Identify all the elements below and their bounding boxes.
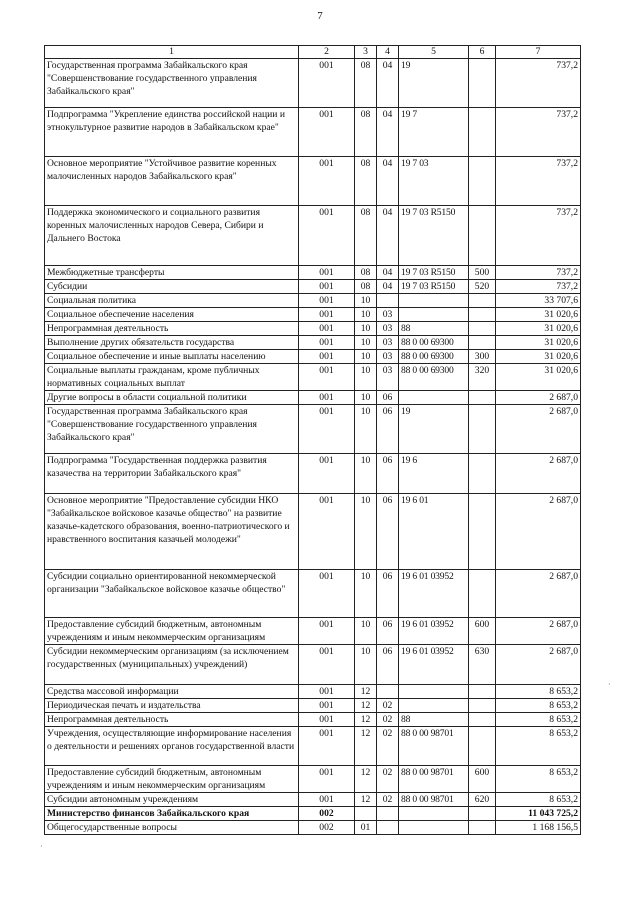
row-name: Субсидии: [45, 280, 299, 294]
row-target-article: 88 0 00 98701: [399, 793, 469, 807]
row-amount: 31 020,6: [496, 336, 581, 350]
header-col-2: 2: [299, 46, 355, 59]
row-section: 12: [355, 727, 377, 766]
table-row: [45, 405, 581, 454]
header-col-6: 6: [469, 46, 496, 59]
row-amount: 2 687,0: [496, 454, 581, 494]
row-grbs: 001: [299, 405, 355, 454]
row-name: Министерство финансов Забайкальского края: [45, 807, 299, 821]
row-expense-type: [469, 157, 496, 206]
row-subsection: 03: [377, 308, 399, 322]
row-subsection: [377, 807, 399, 821]
row-grbs: 001: [299, 157, 355, 206]
row-target-article: 19: [399, 405, 469, 454]
table-header: [45, 46, 581, 59]
table-row: [45, 108, 581, 157]
table-row: [45, 266, 581, 280]
row-section: 10: [355, 570, 377, 618]
row-subsection: 06: [377, 494, 399, 570]
header-col-5: 5: [399, 46, 469, 59]
row-section: 10: [355, 405, 377, 454]
scan-mark: ·: [608, 680, 611, 689]
row-target-article: 88 0 00 69300: [399, 364, 469, 391]
row-name: Государственная программа Забайкальского края "Совершенствование государственного управления Забайкальского края": [45, 405, 299, 454]
row-section: 10: [355, 350, 377, 364]
row-section: 10: [355, 391, 377, 405]
row-section: 12: [355, 793, 377, 807]
header-col-4: 4: [377, 46, 399, 59]
row-amount: 31 020,6: [496, 364, 581, 391]
row-amount: 2 687,0: [496, 494, 581, 570]
row-section: 10: [355, 454, 377, 494]
budget-table: [44, 45, 581, 835]
row-amount: 2 687,0: [496, 570, 581, 618]
row-section: [355, 807, 377, 821]
row-target-article: 19 7 03 R5150: [399, 280, 469, 294]
row-target-article: [399, 294, 469, 308]
row-amount: 8 653,2: [496, 699, 581, 713]
table-row: [45, 821, 581, 835]
row-section: 12: [355, 766, 377, 793]
row-grbs: 001: [299, 618, 355, 645]
header-col-3: 3: [355, 46, 377, 59]
row-expense-type: [469, 727, 496, 766]
row-expense-type: [469, 59, 496, 108]
row-expense-type: [469, 294, 496, 308]
row-expense-type: 520: [469, 280, 496, 294]
table-body: [45, 59, 581, 835]
row-expense-type: [469, 405, 496, 454]
row-subsection: 02: [377, 727, 399, 766]
row-name: Социальные выплаты гражданам, кроме публичных нормативных социальных выплат: [45, 364, 299, 391]
row-grbs: 001: [299, 322, 355, 336]
row-amount: 8 653,2: [496, 793, 581, 807]
row-target-article: 88 0 00 98701: [399, 727, 469, 766]
row-amount: 31 020,6: [496, 322, 581, 336]
row-subsection: [377, 685, 399, 699]
row-target-article: 19 7 03 R5150: [399, 206, 469, 266]
row-target-article: 19 6 01 03952: [399, 645, 469, 685]
row-subsection: 04: [377, 280, 399, 294]
row-section: 08: [355, 206, 377, 266]
table-row: [45, 336, 581, 350]
row-target-article: 19 6 01: [399, 494, 469, 570]
table-row: [45, 645, 581, 685]
row-target-article: 19: [399, 59, 469, 108]
row-subsection: 04: [377, 206, 399, 266]
row-amount: 8 653,2: [496, 713, 581, 727]
row-grbs: 001: [299, 280, 355, 294]
row-target-article: 19 6: [399, 454, 469, 494]
row-amount: 31 020,6: [496, 350, 581, 364]
row-target-article: 88: [399, 322, 469, 336]
row-subsection: 04: [377, 59, 399, 108]
row-subsection: 06: [377, 405, 399, 454]
row-grbs: 001: [299, 685, 355, 699]
row-expense-type: [469, 336, 496, 350]
row-subsection: 03: [377, 322, 399, 336]
header-row: [45, 46, 581, 59]
row-subsection: 03: [377, 350, 399, 364]
row-amount: 2 687,0: [496, 618, 581, 645]
row-name: Субсидии некоммерческим организациям (за исключением государственных (муниципальных) учреждений): [45, 645, 299, 685]
row-subsection: [377, 821, 399, 835]
row-expense-type: [469, 454, 496, 494]
row-expense-type: 600: [469, 766, 496, 793]
row-name: Непрограммная деятельность: [45, 322, 299, 336]
row-section: 12: [355, 713, 377, 727]
row-expense-type: 630: [469, 645, 496, 685]
row-expense-type: 600: [469, 618, 496, 645]
table-row: [45, 206, 581, 266]
table-row: [45, 322, 581, 336]
row-section: 12: [355, 699, 377, 713]
row-name: Предоставление субсидий бюджетным, автономным учреждениям и иным некоммерческим организациям: [45, 766, 299, 793]
row-name: Поддержка экономического и социального развития коренных малочисленных народов Севера, Сибири и Дальнего Востока: [45, 206, 299, 266]
row-expense-type: [469, 108, 496, 157]
row-section: 10: [355, 322, 377, 336]
row-grbs: 001: [299, 59, 355, 108]
row-name: Социальная политика: [45, 294, 299, 308]
row-grbs: 002: [299, 821, 355, 835]
row-name: Общегосударственные вопросы: [45, 821, 299, 835]
row-amount: 737,2: [496, 206, 581, 266]
row-name: Предоставление субсидий бюджетным, автономным учреждениям и иным некоммерческим организациям: [45, 618, 299, 645]
row-grbs: 001: [299, 727, 355, 766]
table-row: [45, 766, 581, 793]
row-subsection: 03: [377, 336, 399, 350]
row-name: Подпрограмма "Укрепление единства российской нации и этнокультурное развитие народов в Забайкальском крае": [45, 108, 299, 157]
row-target-article: 19 7 03 R5150: [399, 266, 469, 280]
row-target-article: [399, 699, 469, 713]
row-amount: 33 707,6: [496, 294, 581, 308]
row-subsection: 02: [377, 766, 399, 793]
row-subsection: 06: [377, 391, 399, 405]
row-amount: 737,2: [496, 266, 581, 280]
row-grbs: 001: [299, 793, 355, 807]
row-target-article: 88 0 00 69300: [399, 350, 469, 364]
row-expense-type: [469, 570, 496, 618]
row-amount: 11 043 725,2: [496, 807, 581, 821]
row-section: 08: [355, 280, 377, 294]
row-section: 10: [355, 645, 377, 685]
table-row: [45, 308, 581, 322]
table-row: [45, 699, 581, 713]
row-subsection: 03: [377, 364, 399, 391]
row-grbs: 001: [299, 308, 355, 322]
row-grbs: 001: [299, 645, 355, 685]
header-col-1: 1: [45, 46, 299, 59]
row-expense-type: [469, 699, 496, 713]
row-name: Межбюджетные трансферты: [45, 266, 299, 280]
row-name: Выполнение других обязательств государства: [45, 336, 299, 350]
row-name: Другие вопросы в области социальной политики: [45, 391, 299, 405]
row-section: 08: [355, 266, 377, 280]
row-section: 08: [355, 108, 377, 157]
scan-mark: ·: [40, 842, 43, 851]
row-target-article: [399, 807, 469, 821]
row-section: 08: [355, 157, 377, 206]
table-row: [45, 807, 581, 821]
row-grbs: 001: [299, 336, 355, 350]
row-name: Средства массовой информации: [45, 685, 299, 699]
row-expense-type: [469, 206, 496, 266]
row-expense-type: [469, 308, 496, 322]
table-row: [45, 364, 581, 391]
row-section: 10: [355, 494, 377, 570]
row-expense-type: [469, 807, 496, 821]
table-row: [45, 350, 581, 364]
row-grbs: 001: [299, 108, 355, 157]
row-target-article: [399, 821, 469, 835]
row-section: 10: [355, 308, 377, 322]
row-grbs: 001: [299, 364, 355, 391]
row-name: Учреждения, осуществляющие информирование населения о деятельности и решениях органов государственной власти: [45, 727, 299, 766]
row-section: 10: [355, 618, 377, 645]
row-amount: 2 687,0: [496, 391, 581, 405]
row-name: Периодическая печать и издательства: [45, 699, 299, 713]
row-subsection: 06: [377, 570, 399, 618]
row-amount: 8 653,2: [496, 727, 581, 766]
row-target-article: [399, 308, 469, 322]
row-subsection: [377, 294, 399, 308]
row-expense-type: 500: [469, 266, 496, 280]
row-target-article: 19 7: [399, 108, 469, 157]
row-grbs: 002: [299, 807, 355, 821]
table-row: [45, 391, 581, 405]
row-name: Подпрограмма "Государственная поддержка развития казачества на территории Забайкальского края": [45, 454, 299, 494]
row-grbs: 001: [299, 699, 355, 713]
row-amount: 737,2: [496, 108, 581, 157]
row-grbs: 001: [299, 454, 355, 494]
table-row: [45, 727, 581, 766]
row-name: Субсидии социально ориентированной некоммерческой организации "Забайкальское войсковое казачье общество": [45, 570, 299, 618]
row-grbs: 001: [299, 294, 355, 308]
row-subsection: 04: [377, 266, 399, 280]
row-grbs: 001: [299, 766, 355, 793]
row-grbs: 001: [299, 570, 355, 618]
row-target-article: [399, 391, 469, 405]
table-row: [45, 793, 581, 807]
row-amount: 31 020,6: [496, 308, 581, 322]
row-grbs: 001: [299, 713, 355, 727]
row-grbs: 001: [299, 350, 355, 364]
row-amount: 737,2: [496, 157, 581, 206]
row-target-article: 19 7 03: [399, 157, 469, 206]
row-expense-type: [469, 685, 496, 699]
row-grbs: 001: [299, 206, 355, 266]
row-name: Социальное обеспечение населения: [45, 308, 299, 322]
table-row: [45, 280, 581, 294]
row-section: 01: [355, 821, 377, 835]
row-name: Непрограммная деятельность: [45, 713, 299, 727]
table-row: [45, 294, 581, 308]
row-subsection: 02: [377, 699, 399, 713]
row-subsection: 04: [377, 157, 399, 206]
row-expense-type: 320: [469, 364, 496, 391]
row-name: Социальное обеспечение и иные выплаты населению: [45, 350, 299, 364]
row-name: Субсидии автономным учреждениям: [45, 793, 299, 807]
row-expense-type: [469, 821, 496, 835]
table-row: [45, 59, 581, 108]
table-row: [45, 713, 581, 727]
table-row: [45, 494, 581, 570]
row-expense-type: 620: [469, 793, 496, 807]
row-amount: 8 653,2: [496, 766, 581, 793]
row-target-article: [399, 685, 469, 699]
table-row: [45, 157, 581, 206]
row-expense-type: [469, 391, 496, 405]
table-row: [45, 685, 581, 699]
table-row: [45, 454, 581, 494]
row-section: 10: [355, 294, 377, 308]
row-amount: 737,2: [496, 59, 581, 108]
row-amount: 1 168 156,5: [496, 821, 581, 835]
row-section: 08: [355, 59, 377, 108]
row-name: Основное мероприятие "Предоставление субсидии НКО "Забайкальское войсковое казачье общество" на развитие казачье-кадетского образования, военно-патриотического и нравственного воспитания казачьей молодежи": [45, 494, 299, 570]
row-name: Основное мероприятие "Устойчивое развитие коренных малочисленных народов Забайкальского края": [45, 157, 299, 206]
row-grbs: 001: [299, 494, 355, 570]
header-col-7: 7: [496, 46, 581, 59]
row-amount: 8 653,2: [496, 685, 581, 699]
row-name: Государственная программа Забайкальского края "Совершенствование государственного управления Забайкальского края": [45, 59, 299, 108]
row-subsection: 06: [377, 454, 399, 494]
row-amount: 2 687,0: [496, 645, 581, 685]
row-target-article: 19 6 01 03952: [399, 570, 469, 618]
row-amount: 737,2: [496, 280, 581, 294]
table-row: [45, 570, 581, 618]
row-subsection: 04: [377, 108, 399, 157]
row-expense-type: [469, 322, 496, 336]
row-target-article: 88: [399, 713, 469, 727]
row-expense-type: [469, 494, 496, 570]
row-expense-type: 300: [469, 350, 496, 364]
row-grbs: 001: [299, 266, 355, 280]
row-target-article: 88 0 00 98701: [399, 766, 469, 793]
row-target-article: 88 0 00 69300: [399, 336, 469, 350]
row-grbs: 001: [299, 391, 355, 405]
row-amount: 2 687,0: [496, 405, 581, 454]
row-section: 10: [355, 364, 377, 391]
row-target-article: 19 6 01 03952: [399, 618, 469, 645]
row-section: 10: [355, 336, 377, 350]
row-subsection: 02: [377, 793, 399, 807]
row-section: 12: [355, 685, 377, 699]
row-subsection: 02: [377, 713, 399, 727]
row-expense-type: [469, 713, 496, 727]
table-row: [45, 618, 581, 645]
page-number: 7: [317, 10, 323, 22]
row-subsection: 06: [377, 645, 399, 685]
row-subsection: 06: [377, 618, 399, 645]
